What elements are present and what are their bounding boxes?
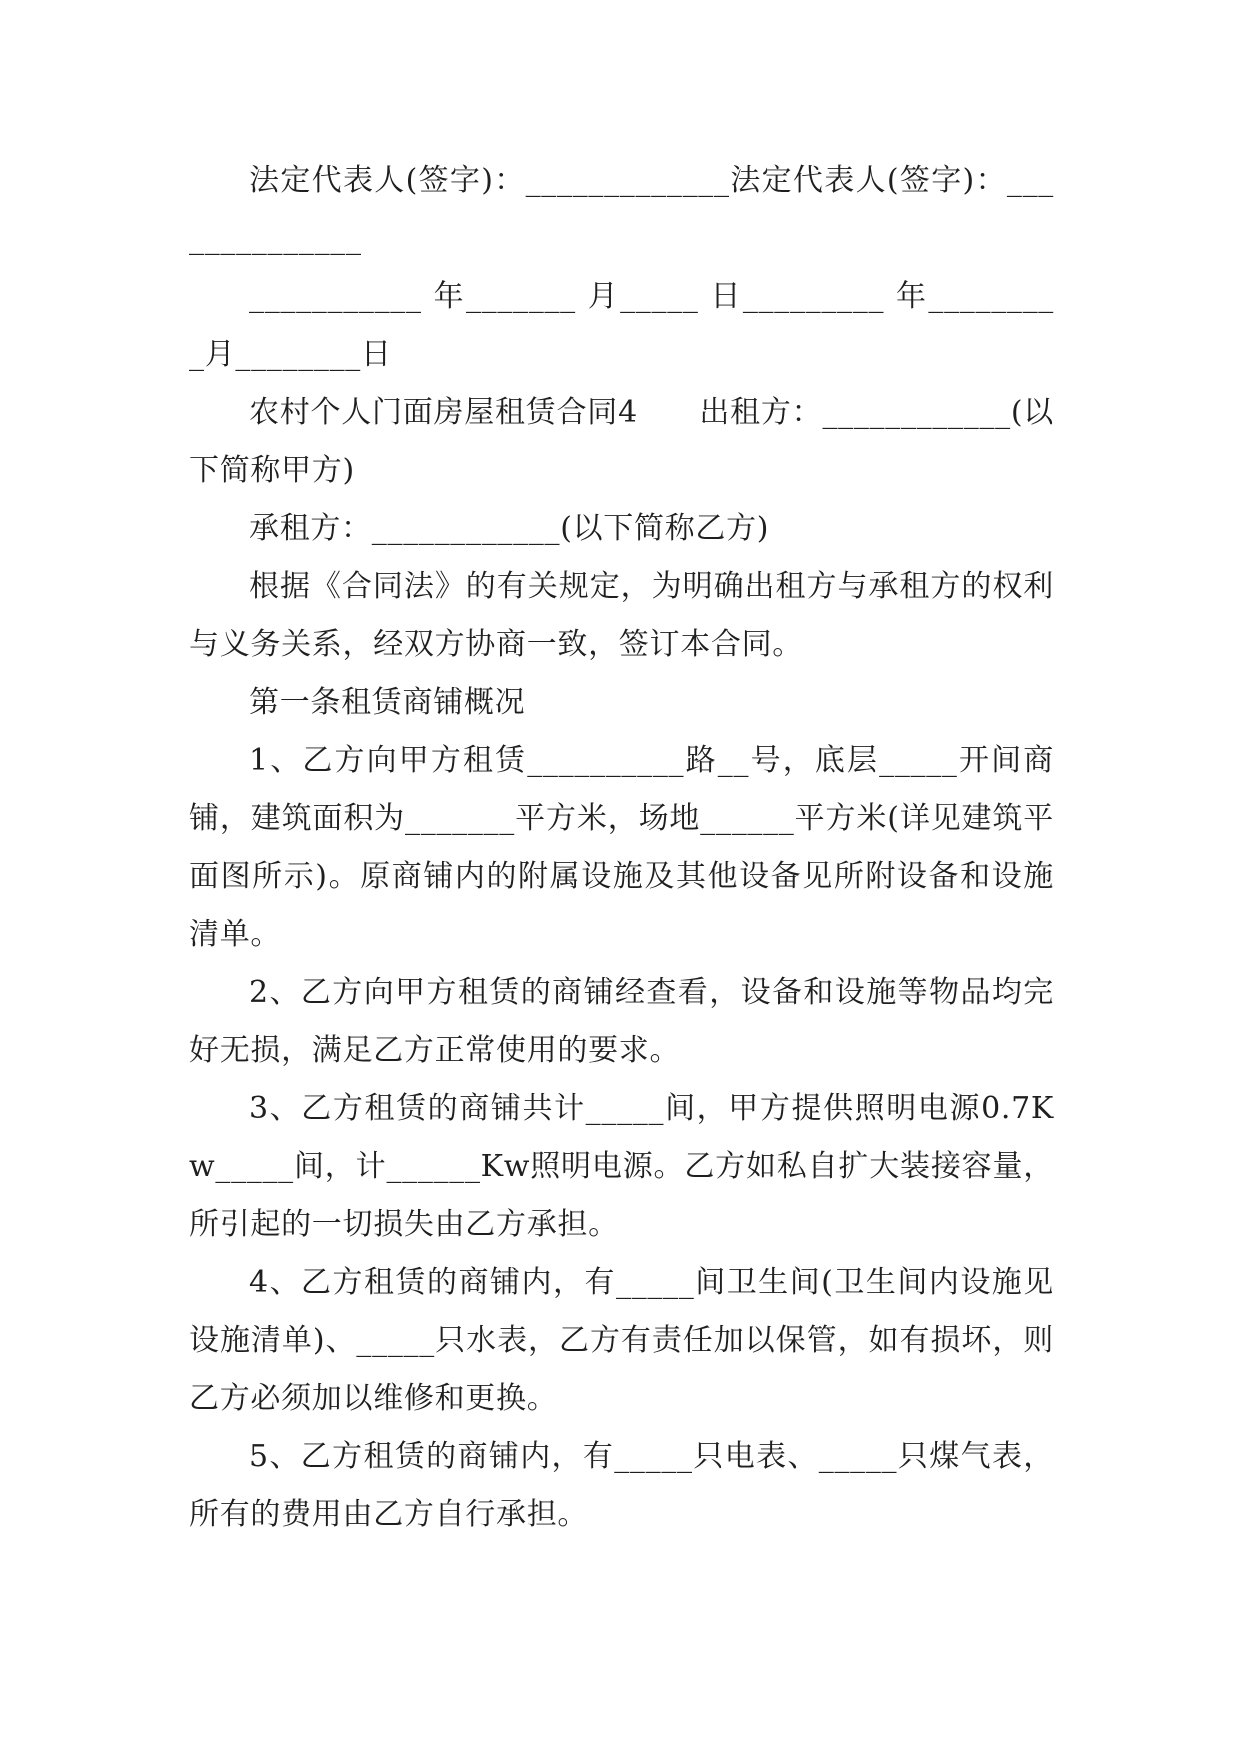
clause-2: 2、乙方向甲方租赁的商铺经查看，设备和设施等物品均完好无损，满足乙方正常使用的要求。 bbox=[189, 975, 1054, 1068]
clause-4: 4、乙方租赁的商铺内，有_____间卫生间(卫生间内设施见设施清单)、_____只水表，乙方有责任加以保管，如有损坏，则乙方必须加以维修和更换。 bbox=[189, 1265, 1054, 1416]
lessee-line: 承租方：____________(以下简称乙方) bbox=[249, 511, 770, 546]
clause-1: 1、乙方向甲方租赁__________路__号，底层_____开间商铺，建筑面积为_______平方米，场地______平方米(详见建筑平面图所示)。原商铺内的附属设施及其他设备见所附设备和设施清单。 bbox=[189, 743, 1054, 952]
document-body bbox=[189, 152, 1054, 1544]
contract-title-lessor: 农村个人门面房屋租赁合同4 出租方：____________(以下简称甲方) bbox=[189, 395, 1054, 488]
clause-3: 3、乙方租赁的商铺共计_____间，甲方提供照明电源0.7Kw_____间，计______Kw照明电源。乙方如私自扩大装接容量，所引起的一切损失由乙方承担。 bbox=[189, 1091, 1054, 1242]
clause-5: 5、乙方租赁的商铺内，有_____只电表、_____只煤气表，所有的费用由乙方自行承担。 bbox=[189, 1439, 1054, 1532]
article-heading: 第一条租赁商铺概况 bbox=[249, 685, 526, 720]
preamble-paragraph: 根据《合同法》的有关规定，为明确出租方与承租方的权利与义务关系，经双方协商一致，签订本合同。 bbox=[189, 569, 1054, 662]
date-line: ___________ 年_______ 月_____ 日_________ 年_________月________日 bbox=[189, 279, 1054, 372]
signature-line: 法定代表人(签字)：_____________法定代表人(签字)：______________ bbox=[189, 163, 1054, 256]
